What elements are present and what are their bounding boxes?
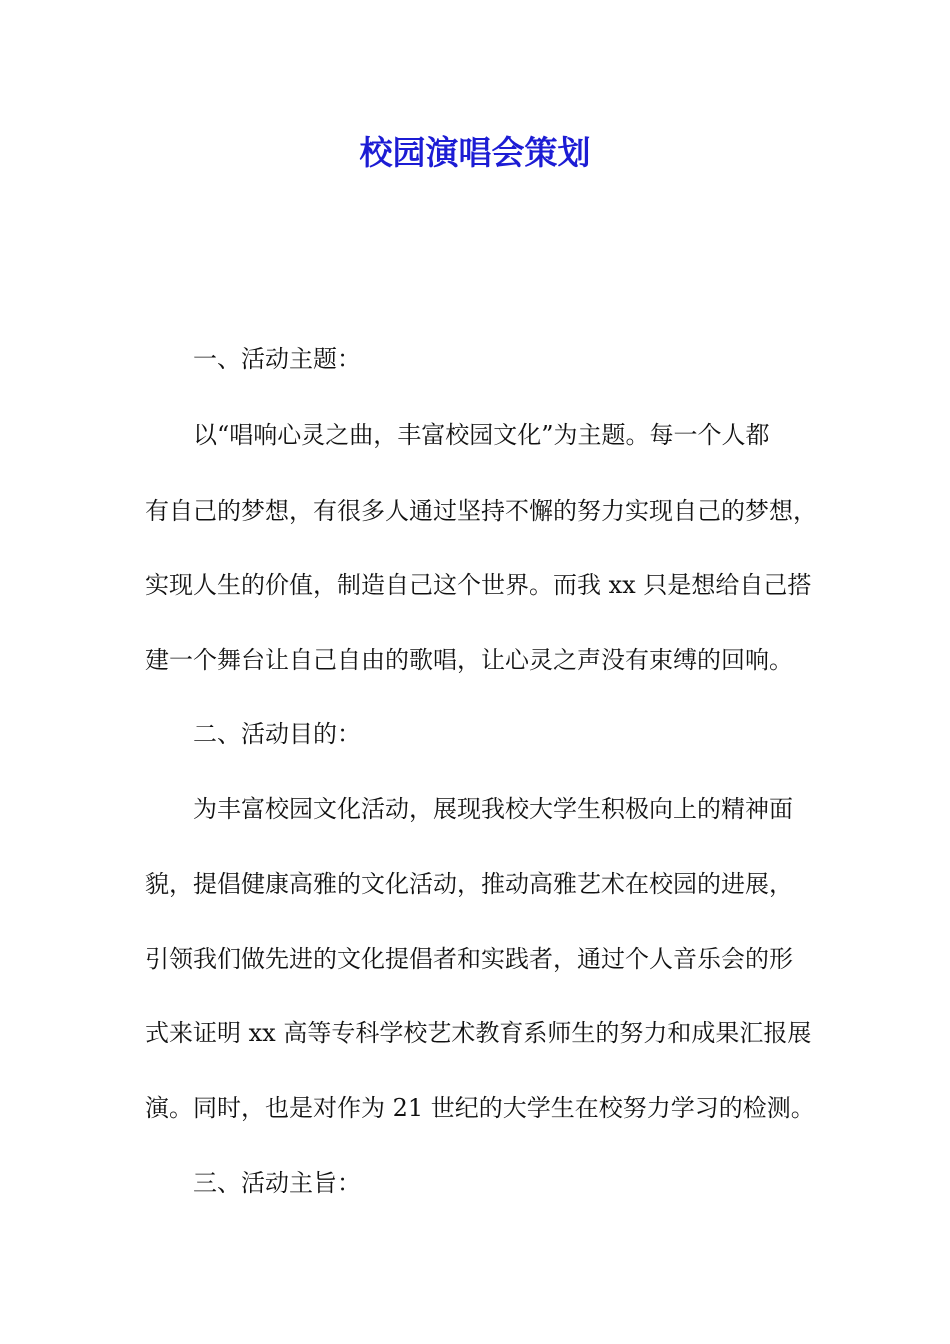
section-heading-purpose: 二、活动目的： bbox=[193, 720, 361, 748]
paragraph-line: 建一个舞台让自己自由的歌唱，让心灵之声没有束缚的回响。 bbox=[145, 646, 793, 674]
paragraph-line: 貌，提倡健康高雅的文化活动，推动高雅艺术在校园的进展， bbox=[145, 870, 793, 898]
paragraph-line: 以“唱响心灵之曲，丰富校园文化”为主题。每一个人都 bbox=[193, 421, 770, 449]
paragraph-line: 式来证明 xx 高等专科学校艺术教育系师生的努力和成果汇报展 bbox=[145, 1019, 812, 1047]
paragraph-line: 实现人生的价值，制造自己这个世界。而我 xx 只是想给自己搭 bbox=[145, 571, 812, 599]
paragraph-line: 演。同时，也是对作为 21 世纪的大学生在校努力学习的检测。 bbox=[145, 1094, 815, 1122]
paragraph-line: 为丰富校园文化活动，展现我校大学生积极向上的精神面 bbox=[193, 795, 793, 823]
section-heading-aim: 三、活动主旨： bbox=[193, 1169, 361, 1197]
section-heading-theme: 一、活动主题： bbox=[193, 345, 361, 373]
paragraph-line: 引领我们做先进的文化提倡者和实践者，通过个人音乐会的形 bbox=[145, 945, 793, 973]
document-title: 校园演唱会策划 bbox=[359, 133, 591, 172]
paragraph-line: 有自己的梦想，有很多人通过坚持不懈的努力实现自己的梦想， bbox=[145, 497, 817, 525]
